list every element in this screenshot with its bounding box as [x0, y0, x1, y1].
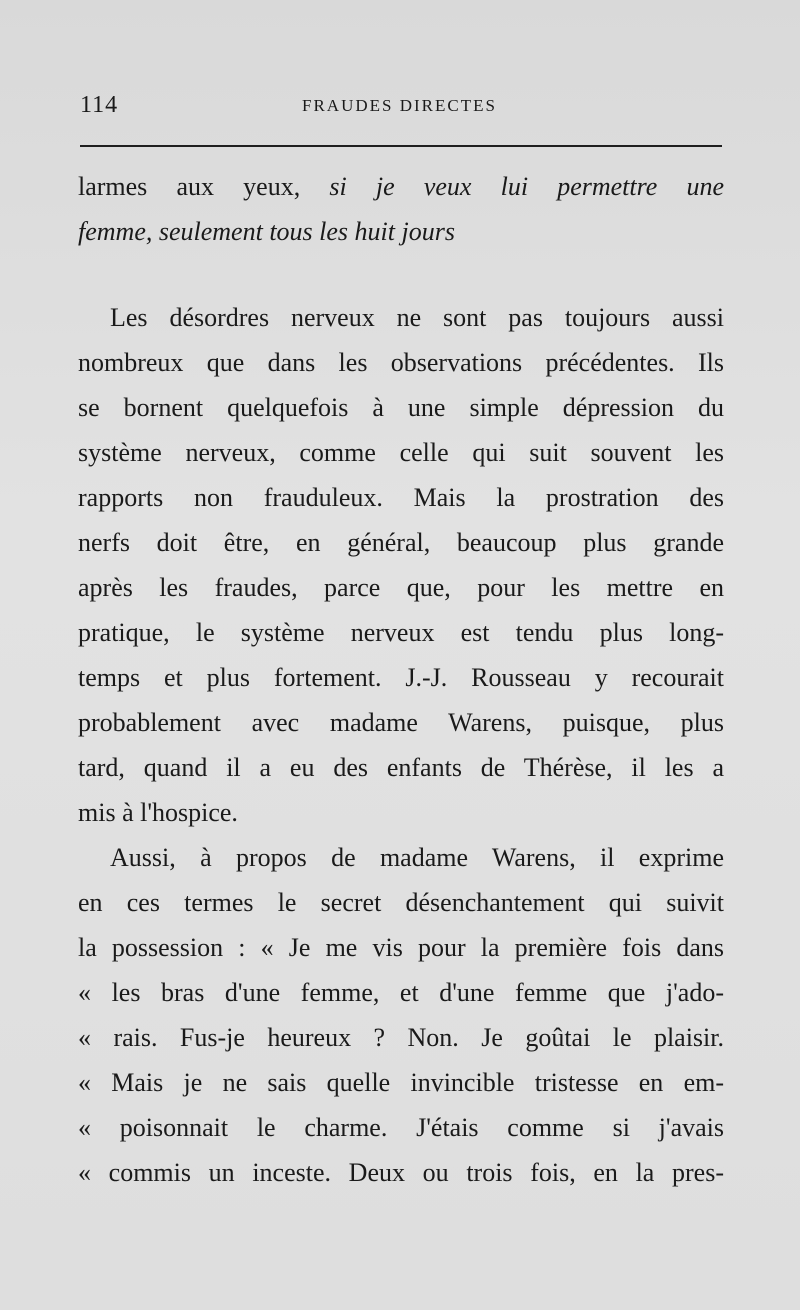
roman-text: larmes aux yeux, [78, 172, 301, 201]
paragraph-gap [78, 254, 724, 295]
paragraph-2 [78, 295, 724, 835]
page-number: 114 [80, 92, 119, 118]
text-line: « commis un inceste. Deux ou trois fois, en la pres- [78, 1158, 724, 1187]
text-line: la possession : « Je me vis pour la première fois dans [78, 933, 724, 962]
text-line [78, 164, 724, 209]
text-line: rapports non frauduleux. Mais la prostration des [78, 483, 724, 512]
page-header [80, 92, 722, 124]
text-line: temps et plus fortement. J.-J. Rousseau y recourait [78, 663, 724, 692]
text-line: Les désordres nerveux ne sont pas toujours aussi [110, 303, 724, 332]
text-line: après les fraudes, parce que, pour les mettre en [78, 573, 724, 602]
text-line: se bornent quelquefois à une simple dépression du [78, 393, 724, 422]
text-line: « rais. Fus-je heureux ? Non. Je goûtai le plaisir. [78, 1023, 724, 1052]
paragraph-1 [78, 164, 724, 254]
text-line: Aussi, à propos de madame Warens, il exprime [110, 843, 724, 872]
text-line: en ces termes le secret désenchantement qui suivit [78, 888, 724, 917]
running-head: FRAUDES DIRECTES [302, 96, 497, 115]
text-line: probablement avec madame Warens, puisque, plus [78, 708, 724, 737]
header-rule [80, 145, 722, 147]
text-line: femme, seulement tous les huit jours [78, 217, 455, 246]
text-line: système nerveux, comme celle qui suit souvent les [78, 438, 724, 467]
text-line: nombreux que dans les observations précédentes. Ils [78, 348, 724, 377]
text-line: « Mais je ne sais quelle invincible tristesse en em- [78, 1068, 724, 1097]
text-line: « poisonnait le charme. J'étais comme si j'avais [78, 1113, 724, 1142]
text-line: nerfs doit être, en général, beaucoup plus grande [78, 528, 724, 557]
body-text [78, 164, 724, 1195]
text-line: tard, quand il a eu des enfants de Thérèse, il les a [78, 753, 724, 782]
paragraph-3 [78, 835, 724, 1195]
italic-text: si je veux lui permettre une [329, 172, 725, 201]
text-line: pratique, le système nerveux est tendu plus long- [78, 618, 724, 647]
text-line: mis à l'hospice. [78, 798, 238, 827]
text-line: « les bras d'une femme, et d'une femme que j'ado- [78, 978, 724, 1007]
